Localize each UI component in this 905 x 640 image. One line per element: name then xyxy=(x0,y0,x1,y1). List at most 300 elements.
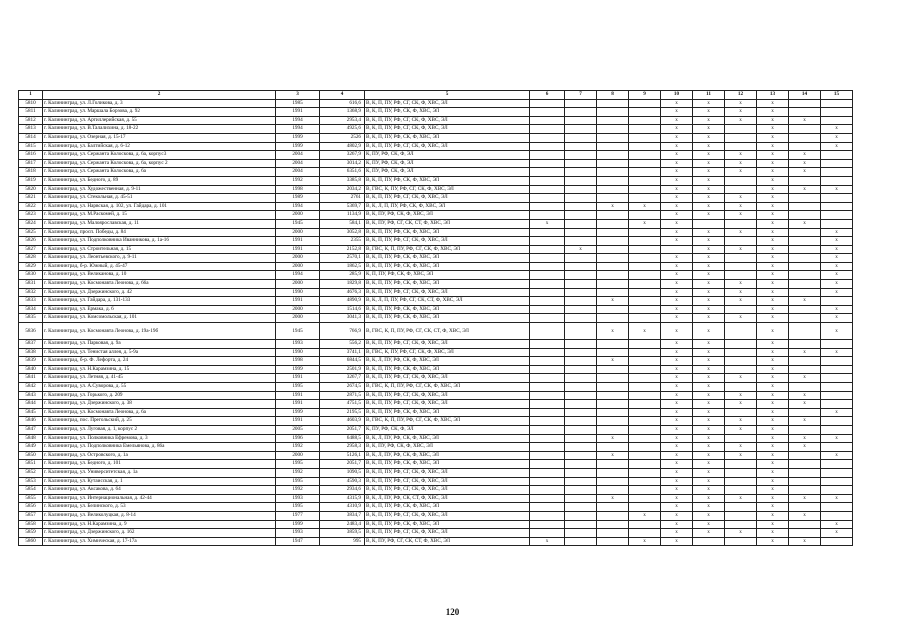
mark-cell-col-12 xyxy=(725,219,757,228)
table-row xyxy=(19,529,853,538)
address-cell: г. Калининград, ул. Дзержинского, д. 42 xyxy=(43,288,276,297)
mark-cell-col-13: x xyxy=(757,280,789,289)
mark-cell-col-7 xyxy=(565,185,597,194)
row-number: 5813 xyxy=(19,125,43,134)
mark-cell-col-9 xyxy=(629,391,661,400)
mark-cell-col-10: x xyxy=(661,288,693,297)
mark-cell-col-7 xyxy=(565,133,597,142)
mark-cell-col-9 xyxy=(629,340,661,349)
mark-cell-col-13: x xyxy=(757,314,789,323)
address-cell: г. Калининград, ул. Комсомольская, д. 101 xyxy=(43,314,276,323)
table-row xyxy=(19,211,853,220)
mark-cell-col-6 xyxy=(530,142,565,151)
mark-cell-col-7 xyxy=(565,529,597,538)
address-cell: г. Калининград, б-р. Ф. Лефорта, д. 24 xyxy=(43,357,276,366)
mark-cell-col-9 xyxy=(629,468,661,477)
year-cell: 1992 xyxy=(276,468,320,477)
mark-cell-col-15: x xyxy=(821,125,853,134)
mark-cell-col-6 xyxy=(530,451,565,460)
mark-cell-col-9 xyxy=(629,417,661,426)
mark-cell-col-15 xyxy=(821,357,853,366)
mark-cell-col-12: x xyxy=(725,159,757,168)
area-cell: 3267,7 xyxy=(320,374,365,383)
row-number: 5836 xyxy=(19,323,43,340)
mark-cell-col-11: x xyxy=(693,348,725,357)
column-header-15: 15 xyxy=(821,91,853,100)
address-cell: г. Калининград, ул. Сержанта Колоскова, д. 6а, корпус 2 xyxy=(43,159,276,168)
mark-cell-col-13: x xyxy=(757,219,789,228)
mark-cell-col-8 xyxy=(597,503,629,512)
year-cell: 1995 xyxy=(276,477,320,486)
elements-cell: В, К, П, ПУ, РФ, СГ, СК, Ф, ХВС, ЭЛ xyxy=(365,99,530,108)
mark-cell-col-7 xyxy=(565,176,597,185)
mark-cell-col-11: x xyxy=(693,468,725,477)
mark-cell-col-7 xyxy=(565,211,597,220)
row-number: 5854 xyxy=(19,486,43,495)
mark-cell-col-12: x xyxy=(725,228,757,237)
mark-cell-col-9 xyxy=(629,254,661,263)
mark-cell-col-9 xyxy=(629,348,661,357)
elements-cell: К, П, ПУ, РФ, СК, Ф, ХВС, ЭЛ xyxy=(365,271,530,280)
mark-cell-col-10: x xyxy=(661,142,693,151)
year-cell: 1993 xyxy=(276,529,320,538)
mark-cell-col-6 xyxy=(530,365,565,374)
mark-cell-col-7 xyxy=(565,348,597,357)
mark-cell-col-8 xyxy=(597,305,629,314)
year-cell: 1994 xyxy=(276,202,320,211)
mark-cell-col-10: x xyxy=(661,211,693,220)
mark-cell-col-12: x xyxy=(725,108,757,117)
mark-cell-col-12 xyxy=(725,357,757,366)
address-cell: г. Калининград, ул. Бедного, д. 89 xyxy=(43,176,276,185)
mark-cell-col-8: x xyxy=(597,451,629,460)
mark-cell-col-7 xyxy=(565,228,597,237)
mark-cell-col-6 xyxy=(530,314,565,323)
elements-cell: В, К, П, ПУ, РФ, СК, Ф, ХВС, ЭЛ xyxy=(365,108,530,117)
area-cell: 3052,8 xyxy=(320,228,365,237)
address-cell: г. Калининград, ул. Островского, д. 1а xyxy=(43,451,276,460)
row-number: 5828 xyxy=(19,254,43,263)
mark-cell-col-15 xyxy=(821,511,853,520)
document-table-container xyxy=(18,90,853,546)
mark-cell-col-7 xyxy=(565,202,597,211)
mark-cell-col-6 xyxy=(530,271,565,280)
mark-cell-col-13: x xyxy=(757,288,789,297)
mark-cell-col-12 xyxy=(725,262,757,271)
mark-cell-col-15 xyxy=(821,477,853,486)
area-cell: 4890,9 xyxy=(320,297,365,306)
year-cell: 2005 xyxy=(276,425,320,434)
column-header-13: 13 xyxy=(757,91,789,100)
mark-cell-col-9: x xyxy=(629,323,661,340)
mark-cell-col-15: x xyxy=(821,288,853,297)
mark-cell-col-7 xyxy=(565,503,597,512)
mark-cell-col-10: x xyxy=(661,468,693,477)
mark-cell-col-14 xyxy=(789,176,821,185)
mark-cell-col-15 xyxy=(821,340,853,349)
area-cell: 3041,3 xyxy=(320,314,365,323)
mark-cell-col-10: x xyxy=(661,537,693,546)
elements-cell: В, ГВС, К, ПУ, РФ, СГ, СК, Ф, ХВС, ЭЛ xyxy=(365,185,530,194)
mark-cell-col-8: x xyxy=(597,357,629,366)
mark-cell-col-9 xyxy=(629,357,661,366)
year-cell: 1945 xyxy=(276,219,320,228)
column-header-10: 10 xyxy=(661,91,693,100)
mark-cell-col-10: x xyxy=(661,460,693,469)
mark-cell-col-9 xyxy=(629,529,661,538)
mark-cell-col-8 xyxy=(597,314,629,323)
mark-cell-col-12 xyxy=(725,477,757,486)
area-cell: 4751,5 xyxy=(320,400,365,409)
mark-cell-col-14 xyxy=(789,125,821,134)
mark-cell-col-14 xyxy=(789,288,821,297)
address-cell: г. Калининград, ул. Космонавта Леонова, д. 6а xyxy=(43,408,276,417)
elements-cell: В, К, П, ПУ, РФ, СГ, СК, Ф, ХВС, ЭЛ xyxy=(365,391,530,400)
mark-cell-col-7 xyxy=(565,125,597,134)
mark-cell-col-13: x xyxy=(757,408,789,417)
mark-cell-col-13: x xyxy=(757,383,789,392)
mark-cell-col-15 xyxy=(821,297,853,306)
mark-cell-col-13: x xyxy=(757,176,789,185)
mark-cell-col-6 xyxy=(530,151,565,160)
table-row xyxy=(19,219,853,228)
elements-cell: К, ПУ, РФ, СК, Ф, ЭЛ xyxy=(365,151,530,160)
area-cell: 3834,7 xyxy=(320,511,365,520)
table-row xyxy=(19,305,853,314)
mark-cell-col-15 xyxy=(821,99,853,108)
mark-cell-col-9 xyxy=(629,237,661,246)
mark-cell-col-11: x xyxy=(693,417,725,426)
mark-cell-col-9 xyxy=(629,168,661,177)
mark-cell-col-12: x xyxy=(725,288,757,297)
mark-cell-col-9 xyxy=(629,314,661,323)
mark-cell-col-10: x xyxy=(661,314,693,323)
mark-cell-col-11: x xyxy=(693,323,725,340)
address-cell: г. Калининград, ул. Художественная, д. 9-11 xyxy=(43,185,276,194)
row-number: 5811 xyxy=(19,108,43,117)
mark-cell-col-7 xyxy=(565,219,597,228)
mark-cell-col-7 xyxy=(565,357,597,366)
table-row xyxy=(19,443,853,452)
mark-cell-col-6 xyxy=(530,323,565,340)
year-cell: 1995 xyxy=(276,383,320,392)
area-cell: 6844,5 xyxy=(320,357,365,366)
mark-cell-col-10: x xyxy=(661,357,693,366)
elements-cell: В, К, П, ПУ, РФ, СК, Ф, ХВС, ЭЛ xyxy=(365,460,530,469)
mark-cell-col-6 xyxy=(530,305,565,314)
mark-cell-col-13: x xyxy=(757,125,789,134)
mark-cell-col-6 xyxy=(530,468,565,477)
mark-cell-col-10: x xyxy=(661,125,693,134)
row-number: 5842 xyxy=(19,383,43,392)
mark-cell-col-14: x xyxy=(789,116,821,125)
mark-cell-col-13: x xyxy=(757,99,789,108)
mark-cell-col-7 xyxy=(565,116,597,125)
mark-cell-col-10: x xyxy=(661,202,693,211)
mark-cell-col-10: x xyxy=(661,262,693,271)
mark-cell-col-6 xyxy=(530,133,565,142)
mark-cell-col-7 xyxy=(565,417,597,426)
row-number: 5848 xyxy=(19,434,43,443)
mark-cell-col-12: x xyxy=(725,400,757,409)
address-cell: г. Калининград, ул. Космонавта Леонова, д. 66а xyxy=(43,280,276,289)
address-cell: г. Калининград, ул. Великолуцкая, д. 8-14 xyxy=(43,511,276,520)
table-row xyxy=(19,194,853,203)
mark-cell-col-10: x xyxy=(661,383,693,392)
column-header-3: 3 xyxy=(276,91,320,100)
row-number: 5821 xyxy=(19,194,43,203)
mark-cell-col-11: x xyxy=(693,185,725,194)
mark-cell-col-7 xyxy=(565,237,597,246)
mark-cell-col-7 xyxy=(565,314,597,323)
mark-cell-col-11: x xyxy=(693,443,725,452)
mark-cell-col-6 xyxy=(530,185,565,194)
area-cell: 4603,9 xyxy=(320,417,365,426)
mark-cell-col-10: x xyxy=(661,486,693,495)
mark-cell-col-9 xyxy=(629,280,661,289)
mark-cell-col-11: x xyxy=(693,176,725,185)
mark-cell-col-7 xyxy=(565,271,597,280)
mark-cell-col-8 xyxy=(597,237,629,246)
table-row xyxy=(19,323,853,340)
area-cell: 1829,8 xyxy=(320,280,365,289)
mark-cell-col-6 xyxy=(530,108,565,117)
mark-cell-col-12 xyxy=(725,520,757,529)
mark-cell-col-10: x xyxy=(661,511,693,520)
row-number: 5817 xyxy=(19,159,43,168)
mark-cell-col-15: x xyxy=(821,228,853,237)
mark-cell-col-12 xyxy=(725,348,757,357)
year-cell: 1991 xyxy=(276,374,320,383)
mark-cell-col-12: x xyxy=(725,417,757,426)
mark-cell-col-6 xyxy=(530,194,565,203)
mark-cell-col-13: x xyxy=(757,305,789,314)
mark-cell-col-8 xyxy=(597,529,629,538)
mark-cell-col-9 xyxy=(629,520,661,529)
mark-cell-col-14 xyxy=(789,133,821,142)
mark-cell-col-7 xyxy=(565,340,597,349)
mark-cell-col-13: x xyxy=(757,151,789,160)
mark-cell-col-13: x xyxy=(757,434,789,443)
mark-cell-col-14 xyxy=(789,305,821,314)
area-cell: 2355 xyxy=(320,237,365,246)
mark-cell-col-15 xyxy=(821,219,853,228)
area-cell: 2195,5 xyxy=(320,408,365,417)
mark-cell-col-8 xyxy=(597,159,629,168)
mark-cell-col-15: x xyxy=(821,185,853,194)
year-cell: 1991 xyxy=(276,237,320,246)
area-cell: 2526 xyxy=(320,133,365,142)
mark-cell-col-9 xyxy=(629,305,661,314)
row-number: 5818 xyxy=(19,168,43,177)
table-row xyxy=(19,400,853,409)
mark-cell-col-9 xyxy=(629,503,661,512)
mark-cell-col-11: x xyxy=(693,314,725,323)
table-row xyxy=(19,486,853,495)
mark-cell-col-14 xyxy=(789,529,821,538)
table-row xyxy=(19,537,853,546)
mark-cell-col-9 xyxy=(629,185,661,194)
area-cell: 2934,6 xyxy=(320,486,365,495)
elements-cell: В, К, П, ПУ, РФ, СК, Ф, ХВС, ЭЛ xyxy=(365,314,530,323)
column-header-1: 1 xyxy=(19,91,43,100)
mark-cell-col-12: x xyxy=(725,529,757,538)
elements-cell: В, К, П, ПУ, РФ, СК, Ф, ХВС, ЭЛ xyxy=(365,408,530,417)
mark-cell-col-10: x xyxy=(661,305,693,314)
mark-cell-col-15 xyxy=(821,391,853,400)
mark-cell-col-15 xyxy=(821,503,853,512)
mark-cell-col-13: x xyxy=(757,185,789,194)
area-cell: 1862,5 xyxy=(320,262,365,271)
mark-cell-col-10: x xyxy=(661,340,693,349)
mark-cell-col-15: x xyxy=(821,305,853,314)
mark-cell-col-7 xyxy=(565,520,597,529)
table-row xyxy=(19,391,853,400)
elements-cell: В, К, Л, ПУ, РФ, СК, Ф, ХВС, ЭЛ xyxy=(365,451,530,460)
mark-cell-col-14: x xyxy=(789,185,821,194)
table-row xyxy=(19,271,853,280)
mark-cell-col-15 xyxy=(821,194,853,203)
area-cell: 5369,7 xyxy=(320,202,365,211)
mark-cell-col-11: x xyxy=(693,365,725,374)
mark-cell-col-15 xyxy=(821,374,853,383)
table-row xyxy=(19,99,853,108)
mark-cell-col-13: x xyxy=(757,168,789,177)
mark-cell-col-6 xyxy=(530,288,565,297)
mark-cell-col-10: x xyxy=(661,477,693,486)
mark-cell-col-13: x xyxy=(757,133,789,142)
mark-cell-col-8 xyxy=(597,417,629,426)
elements-cell: В, ГВС, К, П, ПУ, РФ, СГ, СК, Ф, ХВС, ЭЛ xyxy=(365,417,530,426)
mark-cell-col-14 xyxy=(789,262,821,271)
mark-cell-col-14 xyxy=(789,108,821,117)
column-header-8: 8 xyxy=(597,91,629,100)
area-cell: 1134,9 xyxy=(320,211,365,220)
area-cell: 2152,8 xyxy=(320,245,365,254)
mark-cell-col-15 xyxy=(821,159,853,168)
mark-cell-col-11: x xyxy=(693,451,725,460)
elements-cell: В, К, ПУ, РФ, СГ, СК, СТ, Ф, ХВС, ЭЛ xyxy=(365,537,530,546)
mark-cell-col-6 xyxy=(530,228,565,237)
mark-cell-col-9: x xyxy=(629,202,661,211)
table-row xyxy=(19,254,853,263)
mark-cell-col-6 xyxy=(530,477,565,486)
area-cell: 2034,2 xyxy=(320,185,365,194)
address-cell: г. Калининград, ул. Малоярославская, д. 11 xyxy=(43,219,276,228)
page-number: 120 xyxy=(445,607,460,617)
mark-cell-col-7 xyxy=(565,460,597,469)
address-cell: г. Калининград, ул. Балтийская, д. 6-12 xyxy=(43,142,276,151)
address-cell: г. Калининград, ул. Строительная, д. 15 xyxy=(43,245,276,254)
mark-cell-col-12: x xyxy=(725,374,757,383)
mark-cell-col-14: x xyxy=(789,537,821,546)
table-row xyxy=(19,125,853,134)
mark-cell-col-11: x xyxy=(693,245,725,254)
elements-cell: В, К, П, ПУ, РФ, СК, Ф, ХВС, ЭЛ xyxy=(365,365,530,374)
mark-cell-col-15: x xyxy=(821,494,853,503)
area-cell: 556,2 xyxy=(320,340,365,349)
elements-cell: В, ГВС, К, П, ПУ, РФ, СГ, СК, СТ, Ф, ХВС, ЭЛ xyxy=(365,323,530,340)
elements-cell: К, ПУ, РФ, СК, Ф, ЭЛ xyxy=(365,425,530,434)
column-header-6: 6 xyxy=(530,91,565,100)
mark-cell-col-6 xyxy=(530,116,565,125)
address-cell: г. Калининград, ул. Бедного, д. 101 xyxy=(43,460,276,469)
mark-cell-col-9: x xyxy=(629,219,661,228)
elements-cell: В, К, П, ПУ, РФ, СГ, СК, Ф, ХВС, ЭЛ xyxy=(365,237,530,246)
row-number: 5827 xyxy=(19,245,43,254)
address-cell: г. Калининград, ул. Стекольная, д. 45-51 xyxy=(43,194,276,203)
area-cell: 1090,5 xyxy=(320,468,365,477)
mark-cell-col-13: x xyxy=(757,340,789,349)
mark-cell-col-14 xyxy=(789,202,821,211)
address-cell: г. Калининград, ул. Артиллерийская, д. 55 xyxy=(43,116,276,125)
mark-cell-col-14: x xyxy=(789,168,821,177)
table-row xyxy=(19,314,853,323)
row-number: 5824 xyxy=(19,219,43,228)
mark-cell-col-8 xyxy=(597,443,629,452)
column-header-4: 4 xyxy=(320,91,365,100)
mark-cell-col-14: x xyxy=(789,494,821,503)
address-cell: г. Калининград, ул. Химическая, д. 17-17а xyxy=(43,537,276,546)
mark-cell-col-7 xyxy=(565,194,597,203)
mark-cell-col-14: x xyxy=(789,434,821,443)
mark-cell-col-15 xyxy=(821,486,853,495)
address-cell: г. Калининград, ул. Университетская, д. 1а xyxy=(43,468,276,477)
row-number: 5846 xyxy=(19,417,43,426)
mark-cell-col-10: x xyxy=(661,176,693,185)
mark-cell-col-13: x xyxy=(757,391,789,400)
mark-cell-col-7 xyxy=(565,168,597,177)
elements-cell: В, К, П, ПУ, РФ, СГ, СК, Ф, ХВС, ЭЛ xyxy=(365,529,530,538)
address-cell: г. Калининград, ул. В.Талалихина, д. 18-22 xyxy=(43,125,276,134)
mark-cell-col-10: x xyxy=(661,323,693,340)
mark-cell-col-6 xyxy=(530,425,565,434)
column-header-12: 12 xyxy=(725,91,757,100)
area-cell: 995 xyxy=(320,537,365,546)
mark-cell-col-14: x xyxy=(789,511,821,520)
mark-cell-col-8 xyxy=(597,391,629,400)
mark-cell-col-8 xyxy=(597,151,629,160)
area-cell: 2051,7 xyxy=(320,460,365,469)
row-number: 5841 xyxy=(19,374,43,383)
row-number: 5816 xyxy=(19,151,43,160)
mark-cell-col-8 xyxy=(597,168,629,177)
column-header-5: 5 xyxy=(365,91,530,100)
mark-cell-col-7 xyxy=(565,365,597,374)
mark-cell-col-12: x xyxy=(725,245,757,254)
row-number: 5830 xyxy=(19,271,43,280)
mark-cell-col-10: x xyxy=(661,168,693,177)
table-row xyxy=(19,408,853,417)
mark-cell-col-15 xyxy=(821,211,853,220)
year-cell: 1991 xyxy=(276,297,320,306)
area-cell: 4676,3 xyxy=(320,288,365,297)
area-cell: 616,6 xyxy=(320,99,365,108)
mark-cell-col-6 xyxy=(530,494,565,503)
mark-cell-col-12 xyxy=(725,365,757,374)
mark-cell-col-6 xyxy=(530,125,565,134)
mark-cell-col-6 xyxy=(530,460,565,469)
mark-cell-col-12: x xyxy=(725,391,757,400)
area-cell: 4925,6 xyxy=(320,125,365,134)
mark-cell-col-11: x xyxy=(693,511,725,520)
address-cell: г. Калининград, ул. Л.Голикова, д. 3 xyxy=(43,99,276,108)
address-cell: г. Калининград, ул. Интернациональная, д. 42-44 xyxy=(43,494,276,503)
mark-cell-col-8 xyxy=(597,288,629,297)
column-header-11: 11 xyxy=(693,91,725,100)
row-number: 5851 xyxy=(19,460,43,469)
mark-cell-col-10: x xyxy=(661,280,693,289)
